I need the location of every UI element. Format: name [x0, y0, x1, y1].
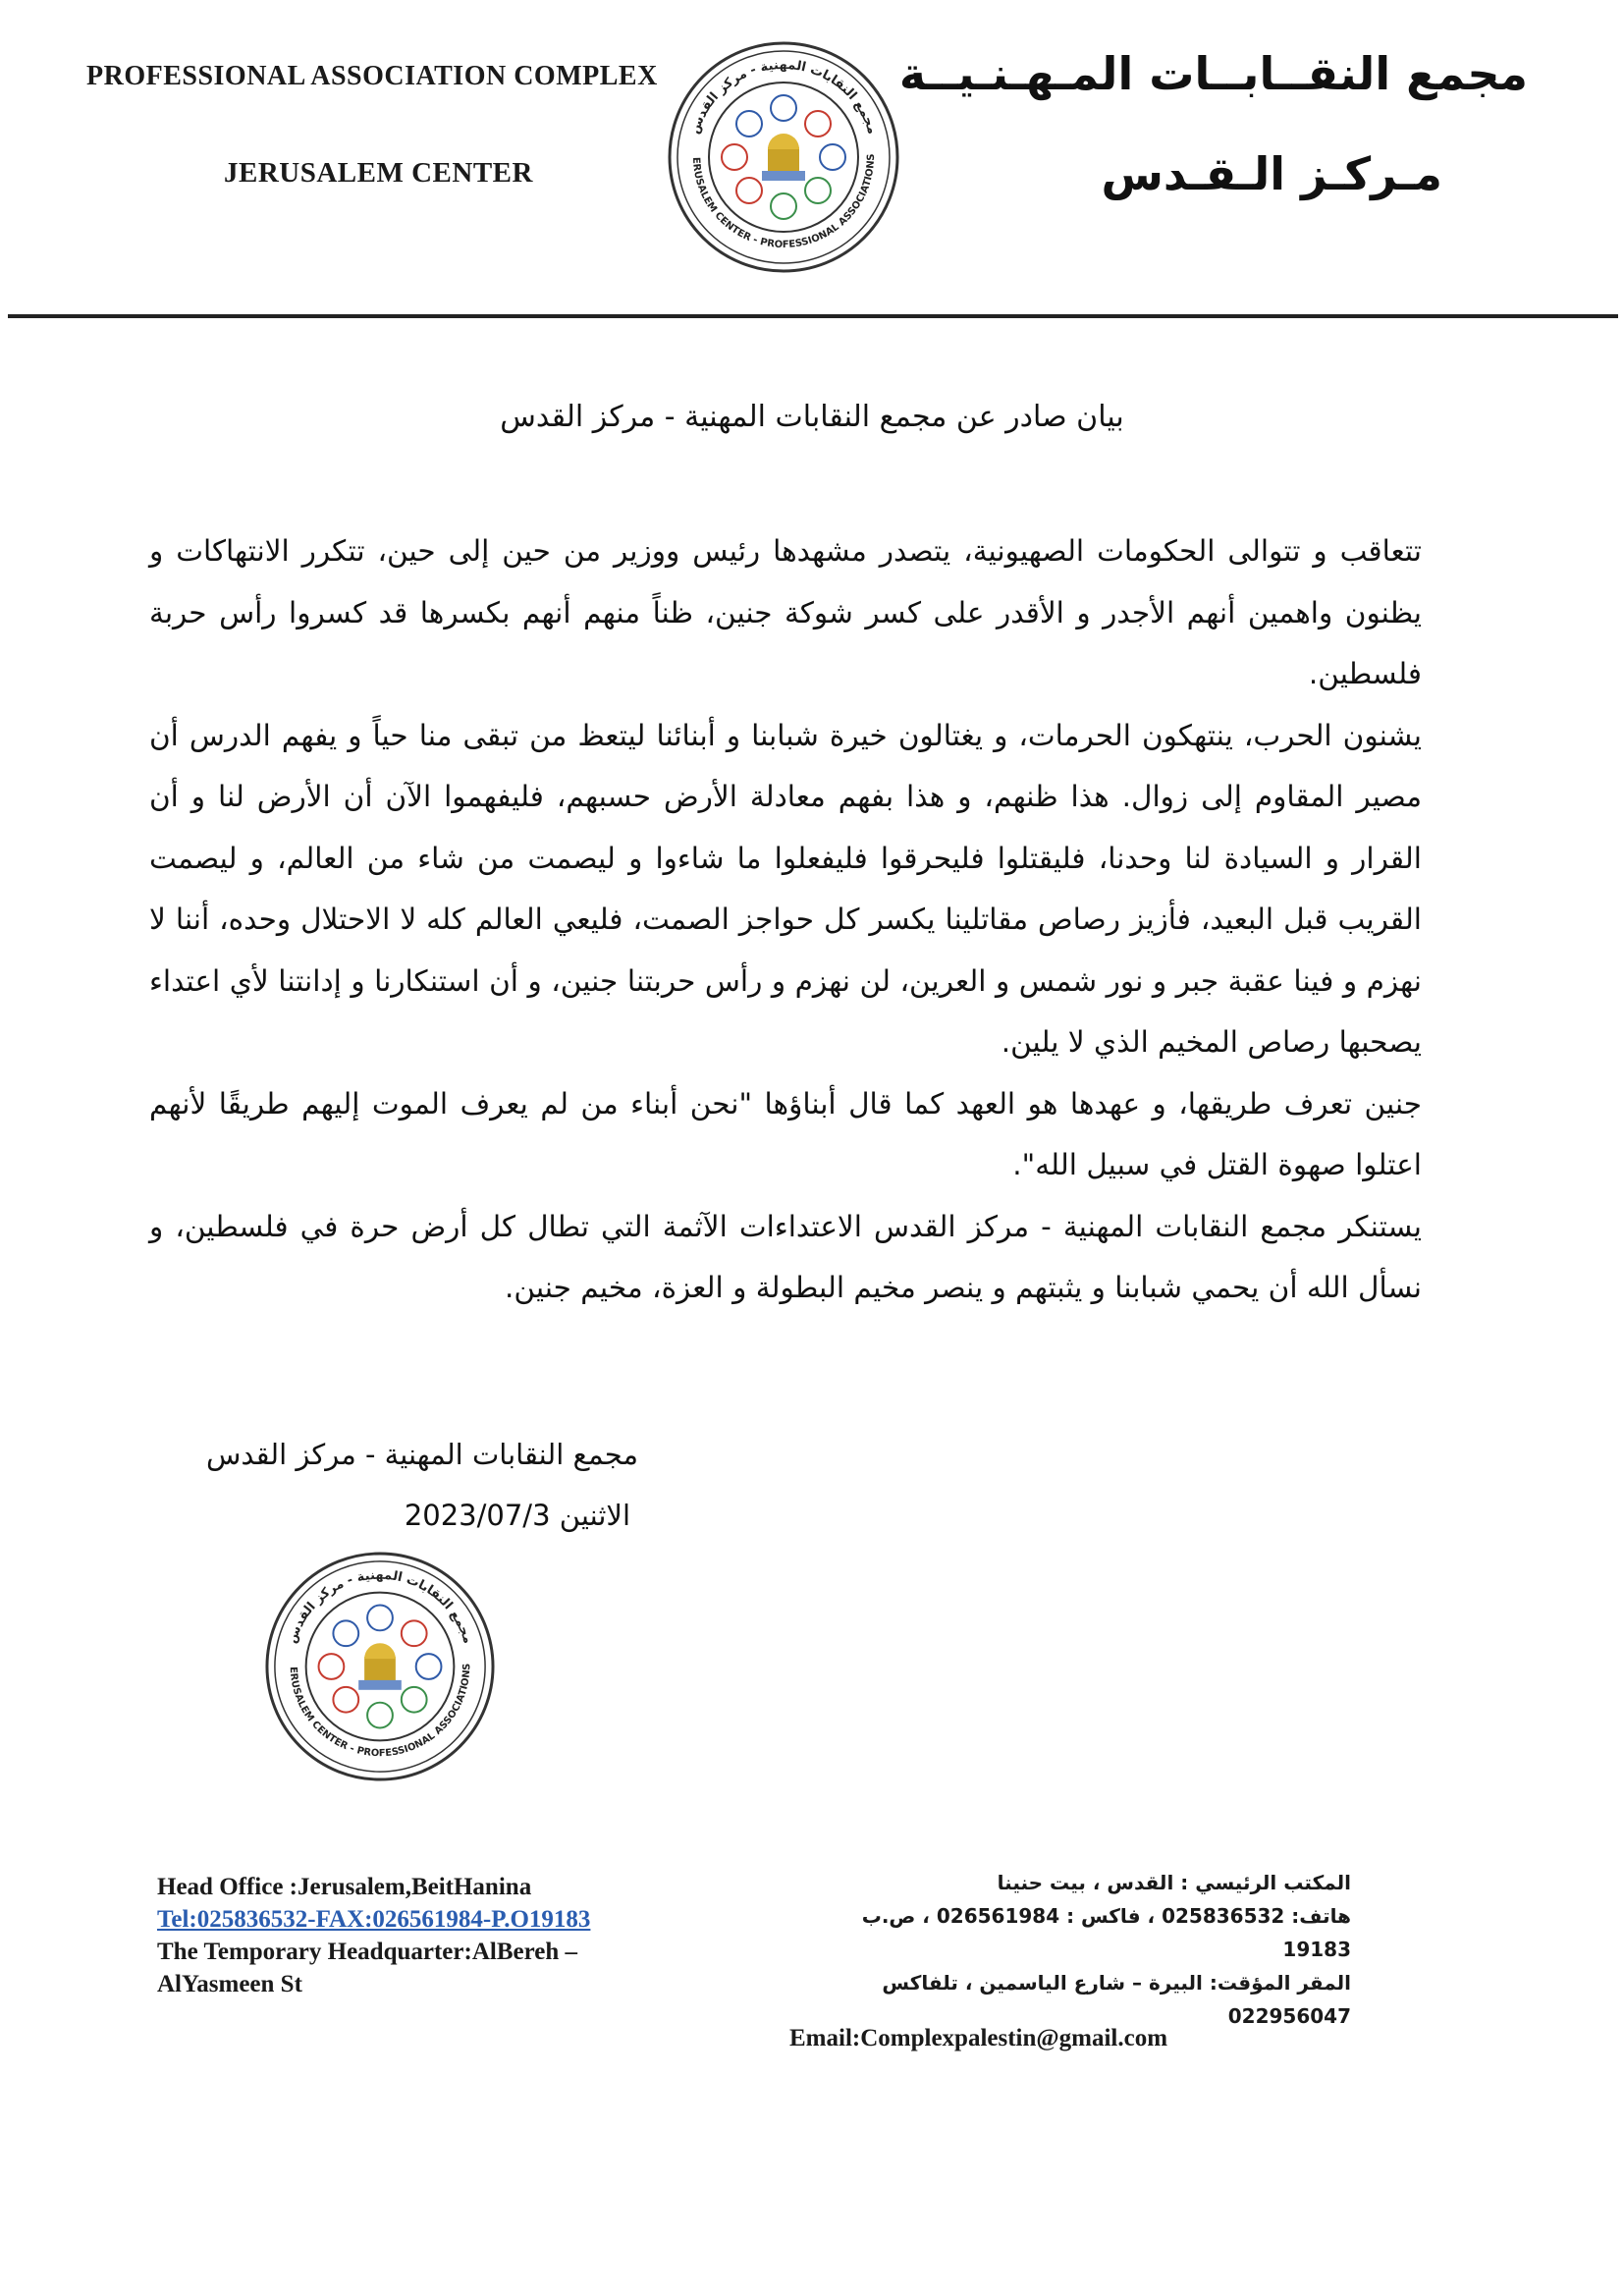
statement-paragraph: جنين تعرف طريقها، و عهدها هو العهد كما قال أبناؤها "نحن أبناء من لم يعرف الموت إليهم طريقًا لأنهم اعتلوا صهوة القتل في سبيل الله". [149, 1086, 1422, 1181]
signature-block [147, 1424, 638, 1546]
seal-text-en: ERUSALEM CENTER - PROFESSIONAL ASSOCIATIONS [689, 153, 878, 251]
statement-paragraph: يشنون الحرب، ينتهكون الحرمات، و يغتالون خيرة شبابنا و أبنائنا ليتعظ من تبقى منا حياً و يفهم الدرس أن مصير المقاوم إلى زوال. هذا ظنهم، و هذا بفهم معادلة الأرض حسبهم، فليفهموا الآن أن الأرض لنا و أن القرار و السيادة لنا وحدنا، فليقتلوا فليحرقوا فليفعلوا ما شاءوا و ليصمت من شاء من العالم، و ليصمت القريب قبل البعيد، فأزيز رصاص مقاتلينا يكسر كل حواجز الصمت، فليعي العالم كله لا الاحتلال وحده، أننا لا نهزم و فينا عقبة جبر و نور شمس و العرين، لن نهزم و رأس حربتنا جنين، و أن استنكارنا و إدانتنا لأي اعتداء يصحبها رصاص المخيم الذي لا يلين. [149, 718, 1422, 1059]
association-seal-logo [666, 39, 901, 275]
footer-po-box: 19183 [1282, 1938, 1351, 1961]
footer-temp-hq-ar: المقر المؤقت: البيرة – شارع الياسمين ، تلفاكس [882, 1971, 1351, 1995]
statement-body [149, 520, 1422, 1319]
statement-paragraph: تتعاقب و تتوالى الحكومات الصهيونية، يتصدر مشهدها رئيس ووزير من حين إلى حين، تتكرر الانتهاكات و يظنون واهمين أنهم الأجدر و الأقدر على كسر شوكة جنين، ظناً منهم أنهم بكسرها قد كسروا رأس حربة فلسطين. [149, 534, 1422, 690]
signature-org: مجمع النقابات المهنية - مركز القدس [206, 1438, 638, 1471]
header-org-name-ar: مجمع النقــابــات المـهـنـيــة [898, 47, 1528, 100]
footer-phone-ar: هاتف: 025836532 ، فاكس : 026561984 ، ص.ب [861, 1904, 1351, 1928]
header-divider [8, 314, 1618, 318]
footer-temp-hq-en: The Temporary Headquarter:AlBereh – [157, 1939, 577, 1965]
footer-phone-link[interactable]: Tel:025836532-FAX:026561984-P.O19183 [157, 1906, 591, 1933]
header-center-name-ar: مـركـز الـقـدس [1101, 147, 1442, 200]
footer-head-office-ar: المكتب الرئيسي : القدس ، بيت حنينا [997, 1871, 1351, 1894]
footer-email[interactable]: Email:Complexpalestin@gmail.com [789, 2025, 1168, 2051]
footer-contact-en [157, 1871, 590, 2000]
footer-telefax: 022956047 [1227, 2004, 1351, 2028]
statement-title: بيان صادر عن مجمع النقابات المهنية - مركز القدس [500, 400, 1124, 434]
header-org-name-en: PROFESSIONAL ASSOCIATION COMPLEX [86, 61, 658, 91]
footer-contact-ar [840, 1866, 1351, 2033]
association-seal-stamp [263, 1550, 497, 1783]
footer-head-office-en: Head Office :Jerusalem,BeitHanina [157, 1874, 532, 1900]
header-center-name-en: JERUSALEM CENTER [224, 157, 533, 189]
footer-temp-hq-street-en: AlYasmeen St [157, 1971, 302, 1997]
seal-text-ar: مجمع النقابات المهنية - مركز القدس [687, 57, 880, 137]
statement-paragraph: يستنكر مجمع النقابات المهنية - مركز القدس الاعتداءات الآثمة التي تطال كل أرض حرة في فلسطين، و نسأل الله أن يحمي شبابنا و يثبتهم و ينصر مخيم البطولة و العزة، مخيم جنين. [149, 1209, 1422, 1304]
signature-date: الاثنين 2023/07/3 [404, 1499, 630, 1532]
seal-text-ar: مجمع النقابات المهنية - مركز القدس [284, 1567, 475, 1646]
seal-text-en: ERUSALEM CENTER - PROFESSIONAL ASSOCIATIONS [287, 1663, 473, 1760]
